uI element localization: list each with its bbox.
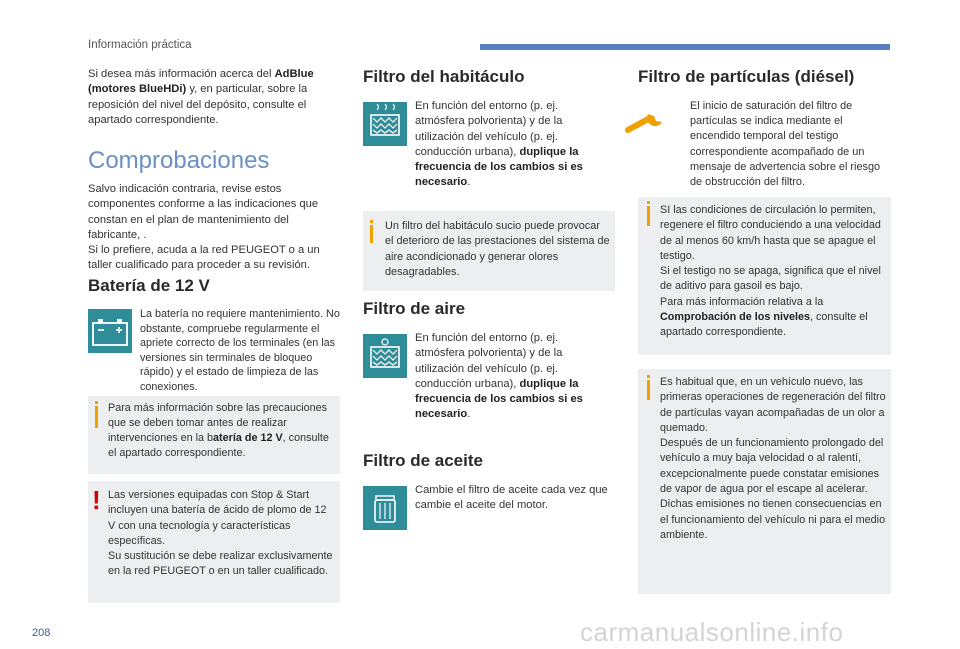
battery-icon <box>88 309 132 353</box>
particle-filter-note-2 <box>638 369 891 594</box>
air-filter-text <box>415 331 610 423</box>
particle-note-1c: Para más información relativa a la <box>660 295 824 308</box>
particle-note-2-text <box>660 375 888 543</box>
particle-note-2b: Después de un funcionamiento prolongado del vehículo a muy baja velocidad o al ralentí, excepcionalmente puede constatar emisiones de vapor de agua por el escape al acelerar. Dichas emisiones no tienen consecuencias en el funcionamiento del vehículo ni para el medio ambiente. <box>660 437 886 541</box>
wrench-icon <box>624 108 668 136</box>
particle-note-1b: Si el testigo no se apaga, significa que el nivel de aditivo para gasoil es bajo. <box>660 265 881 293</box>
checks-body-2: Si lo prefiere, acuda a la red PEUGEOT o a un taller cualificado para proceder a su revisión. <box>88 244 320 272</box>
page-number: 208 <box>32 627 51 639</box>
info-icon <box>370 225 373 243</box>
air-filter-text-1: En función del entorno (p. ej. atmósfera polvorienta) y de la utilización del vehículo (p. ej. conducción urbana), <box>415 332 563 390</box>
intro-text-1: Si desea más información acerca del <box>88 68 275 80</box>
intro-text-2: y, en particular, sobre la reposición del nivel del depósito, consulte el apartado correspondiente. <box>88 83 308 126</box>
particle-filter-note-1 <box>638 197 891 355</box>
particle-note-2a: Es habitual que, en un vehículo nuevo, las primeras operaciones de regeneración del filtro de partículas vayan acompañadas de un olor a quemado. <box>660 376 886 434</box>
battery-title: Batería de 12 V <box>88 276 210 295</box>
oil-filter-icon <box>363 486 407 530</box>
oil-filter-text: Cambie el filtro de aceite cada vez que cambie el aceite del motor. <box>415 484 608 512</box>
battery-note-text <box>108 401 336 461</box>
info-icon <box>95 406 98 428</box>
battery-note-1: Para más información sobre las precauciones que se deben tomar antes de realizar intervenciones en la b <box>108 402 328 444</box>
section-header-title: Información práctica <box>88 39 192 51</box>
air-filter-bold: duplique la frecuencia de los cambios si es necesario <box>415 377 583 421</box>
info-icon <box>647 206 650 226</box>
oil-filter-title: Filtro de aceite <box>363 451 483 470</box>
battery-info-note <box>88 396 340 474</box>
battery-warning-text <box>108 488 336 580</box>
cabin-filter-note <box>363 211 615 291</box>
air-filter-text-2: . <box>467 408 471 421</box>
particle-note-1-text <box>660 203 888 341</box>
particle-filter-text: El inicio de saturación del filtro de partículas se indica mediante el encendido temporal del testigo correspondiente acompañado de un mensaje de advertencia sobre el riesgo de obstrucción del filtro. <box>690 100 881 189</box>
cabin-filter-text <box>415 99 610 191</box>
cabin-filter-title: Filtro del habitáculo <box>363 67 525 86</box>
particle-note-1a: SI las condiciones de circulación lo permiten, regenere el filtro conduciendo a una velocidad de al menos 60 km/h hasta que se apague el testigo. <box>660 204 881 262</box>
air-filter-icon <box>363 334 407 378</box>
battery-warning-1: Las versiones equipadas con Stop & Start incluyen una batería de ácido de plomo de 12 V con una tecnología y características específicas. <box>108 489 327 547</box>
battery-note-2: , consulte el apartado correspondiente. <box>108 432 329 459</box>
cabin-filter-icon <box>363 102 407 146</box>
battery-text: La batería no requiere mantenimiento. No obstante, compruebe regularmente el apriete correcto de los terminales (en las versiones sin terminales de bloqueo rápido) y el estado de limpieza de las conexiones. <box>140 308 340 393</box>
checks-body-1: Salvo indicación contraria, revise estos componentes conforme a las indicaciones que constan en el plan de mantenimiento del fabricante, . <box>88 183 319 241</box>
watermark: carmanualsonline.info <box>580 617 844 647</box>
intro-bold: AdBlue (motores BlueHDi) <box>88 68 314 96</box>
header-bar <box>480 44 890 50</box>
battery-warning-note <box>88 481 340 603</box>
cabin-filter-text-1: En función del entorno (p. ej. atmósfera polvorienta) y de la utilización del vehículo (p. ej. conducción urbana), <box>415 100 563 158</box>
cabin-filter-text-2: . <box>467 176 471 189</box>
intro-paragraph <box>88 67 338 128</box>
battery-warning-2: Su sustitución se debe realizar exclusivamente en la red PEUGEOT o en un taller cualificado. <box>108 550 333 578</box>
cabin-filter-bold: duplique la frecuencia de los cambios si es necesario <box>415 145 583 189</box>
checks-body <box>88 182 340 274</box>
checks-title: Comprobaciones <box>88 147 270 174</box>
air-filter-title: Filtro de aire <box>363 299 466 318</box>
battery-note-bold: atería de 12 V <box>213 432 283 444</box>
cabin-filter-note-text: Un filtro del habitáculo sucio puede provocar el deterioro de las prestaciones del sistema de aire acondicionado y generar olores desagradables. <box>385 220 610 278</box>
particle-note-1-bold: Comprobación de los niveles <box>660 311 810 324</box>
info-icon <box>647 380 650 400</box>
particle-filter-title: Filtro de partículas (diésel) <box>638 67 855 86</box>
particle-note-1d: , consulte el apartado correspondiente. <box>660 311 868 339</box>
warning-icon: ! <box>92 485 101 515</box>
